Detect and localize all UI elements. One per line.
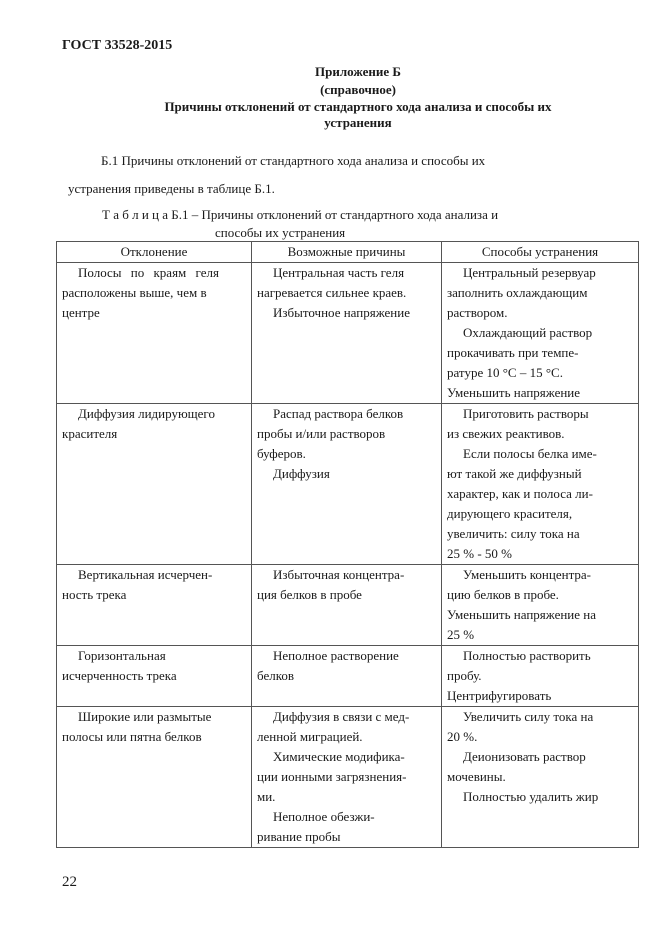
cell-text: прокачивать при темпе-	[447, 345, 579, 360]
cell-text: Увеличить силу тока на	[463, 709, 594, 724]
cell-text: нагревается сильнее краев.	[257, 285, 407, 300]
cell-text: исчерченность трека	[62, 668, 177, 683]
cell-text: Уменьшить концентра-	[463, 567, 592, 582]
cell-text: Диффузия лидирующего	[78, 406, 215, 421]
appendix-heading	[58, 99, 658, 131]
cell-text: ленной миграцией.	[257, 729, 363, 744]
cell-text: Центрифугировать	[447, 688, 552, 703]
cell-text: ривание пробы	[257, 829, 341, 844]
cell-text: Неполное обезжи-	[273, 809, 375, 824]
cell-text: Уменьшить напряжение на	[447, 607, 597, 622]
cell-text: дирующего красителя,	[447, 506, 573, 521]
cell-text: цию белков в пробе.	[447, 587, 559, 602]
cell-text: ют такой же диффузный	[447, 466, 582, 481]
causes-cell	[252, 404, 442, 565]
cell-text: Химические модифика-	[273, 749, 405, 764]
cell-text: Неполное растворение	[273, 648, 399, 663]
cell-text: Полосы по краям геля	[78, 265, 219, 280]
deviation-cell	[57, 404, 252, 565]
causes-cell	[252, 646, 442, 707]
cell-text: Полностью удалить жир	[463, 789, 599, 804]
cell-text: 20 %.	[447, 729, 478, 744]
causes-cell	[252, 565, 442, 646]
remedies-cell	[442, 707, 639, 848]
cell-text: буферов.	[257, 446, 306, 461]
cell-text: Если полосы белка име-	[463, 446, 597, 461]
cell-text: Распад раствора белков	[273, 406, 404, 421]
cell-text: Полностью растворить	[463, 648, 591, 663]
cell-text: Вертикальная исчерчен-	[78, 567, 213, 582]
cell-text: ция белков в пробе	[257, 587, 362, 602]
cell-text: ность трека	[62, 587, 127, 602]
cell-text: Диффузия в связи с мед-	[273, 709, 410, 724]
table-caption-continued: способы их устранения	[215, 225, 346, 240]
deviation-cell	[57, 263, 252, 404]
cell-text: Центральная часть геля	[273, 265, 405, 280]
remedies-cell	[442, 404, 639, 565]
remedies-cell	[442, 263, 639, 404]
cell-text: 25 %	[447, 627, 475, 642]
table-row	[57, 263, 639, 404]
cell-text: Горизонтальная	[78, 648, 166, 663]
deviation-cell	[57, 565, 252, 646]
paragraph-line: устранения приведены в таблице Б.1.	[68, 181, 275, 196]
cell-text: увеличить: силу тока на	[447, 526, 580, 541]
cell-text: полосы или пятна белков	[62, 729, 202, 744]
cell-text: характер, как и полоса ли-	[447, 486, 593, 501]
deviation-cell	[57, 707, 252, 848]
appendix-title: Приложение Б	[315, 64, 401, 79]
paragraph-line: Б.1 Причины отклонений от стандартного хода анализа и способы их	[101, 153, 486, 168]
page-number: 22	[62, 874, 77, 890]
table-row	[57, 565, 639, 646]
cell-text: Избыточная концентра-	[273, 567, 405, 582]
cell-text: 25 % - 50 %	[447, 546, 512, 561]
remedies-cell	[442, 646, 639, 707]
troubleshooting-table	[56, 241, 639, 848]
deviation-cell	[57, 646, 252, 707]
cell-text: ратуре 10 °С – 15 °С.	[447, 365, 563, 380]
cell-text: пробу.	[447, 668, 482, 683]
cell-text: Охлаждающий раствор	[463, 325, 593, 340]
cell-text: Широкие или размытые	[78, 709, 212, 724]
cell-text: Уменьшить напряжение	[447, 385, 581, 400]
appendix-subtitle: (справочное)	[320, 82, 396, 97]
document-code: ГОСТ 33528-2015	[62, 38, 173, 53]
cell-text: ции ионными загрязнения-	[257, 769, 407, 784]
column-header-causes: Возможные причины	[252, 242, 442, 263]
cell-text: пробы и/или растворов	[257, 426, 386, 441]
cell-text: из свежих реактивов.	[447, 426, 565, 441]
cell-text: раствором.	[447, 305, 508, 320]
cell-text: расположены выше, чем в	[62, 285, 207, 300]
cell-text: мочевины.	[447, 769, 506, 784]
remedies-cell	[442, 565, 639, 646]
column-header-remedies: Способы устранения	[442, 242, 639, 263]
appendix-heading-line: устранения	[324, 115, 392, 130]
cell-text: заполнить охлаждающим	[447, 285, 588, 300]
table-caption: Т а б л и ц а Б.1 – Причины отклонений от стандартного хода анализа и	[102, 207, 499, 222]
cell-text: Центральный резервуар	[463, 265, 596, 280]
cell-text: красителя	[62, 426, 118, 441]
table-row	[57, 404, 639, 565]
cell-text: ми.	[257, 789, 276, 804]
causes-cell	[252, 263, 442, 404]
table-row	[57, 707, 639, 848]
cell-text: Приготовить растворы	[463, 406, 589, 421]
cell-text: Деионизовать раствор	[463, 749, 586, 764]
cell-text: белков	[257, 668, 294, 683]
cell-text: Избыточное напряжение	[273, 305, 410, 320]
causes-cell	[252, 707, 442, 848]
column-header-deviation: Отклонение	[57, 242, 252, 263]
table-row	[57, 646, 639, 707]
cell-text: центре	[62, 305, 100, 320]
appendix-heading-line: Причины отклонений от стандартного хода анализа и способы их	[164, 99, 552, 114]
cell-text: Диффузия	[273, 466, 330, 481]
table-header-row	[57, 242, 639, 263]
